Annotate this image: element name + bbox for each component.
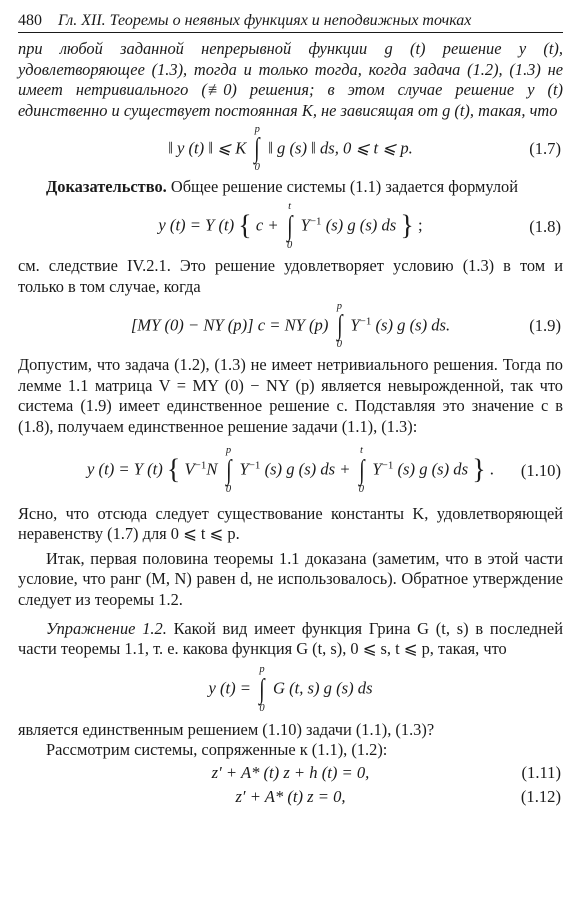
exercise-text: Какой вид имеет функция Грина G (t, s) в последней части теоремы 1.1, т. е. какова функция G (t, s), 0 ⩽ s, t ⩽ p, такая, что — [18, 618, 563, 659]
exponent: −1 — [381, 459, 394, 472]
eq110-a2: (s) g (s) ds + — [264, 459, 351, 479]
eq110-v: V — [184, 459, 195, 479]
equation-number: (1.9) — [529, 316, 561, 336]
integral-sign: t ∫ 0 — [286, 201, 293, 251]
eq19-left: [MY (0) − NY (p)] c = NY (p) — [130, 314, 329, 334]
lower-limit: 0 — [358, 483, 365, 495]
upper-limit: t — [359, 445, 363, 457]
adjoint-paragraph: Рассмотрим системы, сопряженные к (1.1), (1.2): — [46, 740, 388, 760]
equation-number: (1.7) — [529, 139, 561, 159]
equation-1-7 — [18, 121, 563, 177]
integral-sign: p ∫ 0 — [259, 664, 265, 714]
eq18-right: Y — [300, 215, 310, 235]
integral-sign: t ∫ 0 — [358, 445, 365, 495]
unique-solution-paragraph: является единственным решением (1.10) задачи (1.1), (1.3)? — [18, 719, 435, 739]
exercise-label: Упражнение 1.2. — [46, 618, 167, 638]
upper-limit: t — [288, 201, 292, 213]
equation-green — [18, 660, 563, 720]
eqg-left: y (t) = — [208, 678, 251, 698]
eq18-left: y (t) = Y (t) — [158, 215, 235, 235]
exponent: −1 — [194, 459, 207, 472]
lower-limit: 0 — [225, 483, 232, 495]
integral-sign: p ∫ 0 — [336, 300, 343, 351]
exercise-paragraph — [18, 619, 563, 660]
lower-limit: 0 — [286, 239, 293, 251]
upper-limit: p — [225, 445, 232, 457]
running-header — [18, 10, 563, 33]
half-proved-paragraph: Итак, первая половина теоремы 1.1 доказана (заметим, что в этой части условие, что ранг (M, N) равен d, не использовалось). Обратное утверждение следует из теоремы 1.2. — [18, 548, 563, 609]
eq18-mid: c + — [255, 215, 279, 235]
eq110-a: Y — [239, 459, 249, 479]
eq19-right2: (s) g (s) ds. — [375, 314, 451, 334]
eq110-left: y (t) = Y (t) — [87, 459, 163, 479]
assumption-paragraph: Допустим, что задача (1.2), (1.3) не имеет нетривиального решения. Тогда по лемме 1.1 матрица V = MY (0) − NY (p) является невырожденной, так что система (1.9) имеет единственное решение c. Подставляя это значение c в (1.8), получаем единственное решение задачи (1.1), (1.3): — [18, 355, 563, 436]
equation-number: (1.8) — [529, 216, 561, 236]
eq110-b: Y — [372, 459, 382, 479]
equation-number: (1.11) — [521, 762, 561, 782]
corollary-paragraph: см. следствие IV.2.1. Это решение удовлетворяет условию (1.3) в том и только в том случае, когда — [18, 255, 563, 296]
integral-sign: p ∫ 0 — [254, 123, 260, 174]
eq19-right: Y — [350, 314, 360, 334]
equation-number: (1.10) — [520, 460, 561, 480]
eq112-text: z′ + A* (t) z = 0, — [235, 786, 346, 806]
eq110-tail: . — [485, 459, 494, 479]
equation-1-10: y (t) = Y (t) { $V^{-1}N$ p ∫ 0 $Y^{-1}$ (s) g (s) ds + t ∫ 0 $Y^{-1}$ (s) g (s) ds } . (1.10) — [87, 445, 561, 495]
exponent: −1 — [309, 215, 322, 228]
upper-limit: p — [336, 300, 342, 312]
eq110-b2: (s) g (s) ds — [397, 459, 469, 479]
equation-1-11 — [18, 761, 563, 785]
proof-paragraph — [18, 177, 563, 198]
exponent: −1 — [359, 314, 372, 327]
equation-number: (1.12) — [520, 786, 561, 806]
equation-1-12 — [18, 785, 563, 809]
equation-1-9 — [18, 297, 563, 355]
page-number: 480 — [18, 12, 42, 29]
running-title: Гл. XII. Теоремы о неявных функциях и неподвижных точках — [58, 12, 472, 29]
lower-limit: 0 — [254, 162, 260, 174]
proof-label: Доказательство. — [46, 177, 167, 197]
eq18-right2: (s) g (s) ds — [325, 215, 397, 235]
eq18-tail: ; — [413, 215, 423, 235]
eq111-text: z′ + A* (t) z + h (t) = 0, — [211, 762, 370, 782]
proof-text: Общее решение системы (1.1) задается формулой — [166, 177, 519, 197]
lower-limit: 0 — [259, 702, 265, 714]
integral-sign: p ∫ 0 — [225, 445, 232, 495]
upper-limit: p — [254, 123, 260, 135]
lower-limit: 0 — [336, 339, 342, 351]
theorem-continuation: при любой заданной непрерывной функции g (t) решение y (t), удовлетворяющее (1.3), тогда и только тогда, когда задача (1.2), (1.3) не имеет нетривиального (≢0) решения; в этом случае решение y (t) единственно и существует постоянная K, не зависящая от g (t), такая, что — [18, 39, 563, 120]
equation-1-8: y (t) = Y (t) { c + t ∫ 0 $Y^{-1}$ (s) g (s) ds } ; (1.8) — [158, 201, 561, 251]
constant-paragraph: Ясно, что отсюда следует существование константы K, удовлетворяющей неравенству (1.7) для 0 ⩽ t ⩽ p. — [18, 503, 563, 544]
eq17-left: ‖ y (t) ‖ ⩽ K — [168, 138, 247, 158]
eq17-right: ‖ g (s) ‖ ds, 0 ⩽ t ⩽ p. — [268, 138, 413, 158]
page — [18, 10, 563, 809]
upper-limit: p — [259, 664, 265, 676]
exponent: −1 — [248, 459, 261, 472]
eqg-right: G (t, s) g (s) ds — [272, 678, 373, 698]
eq110-n: N — [206, 459, 218, 479]
